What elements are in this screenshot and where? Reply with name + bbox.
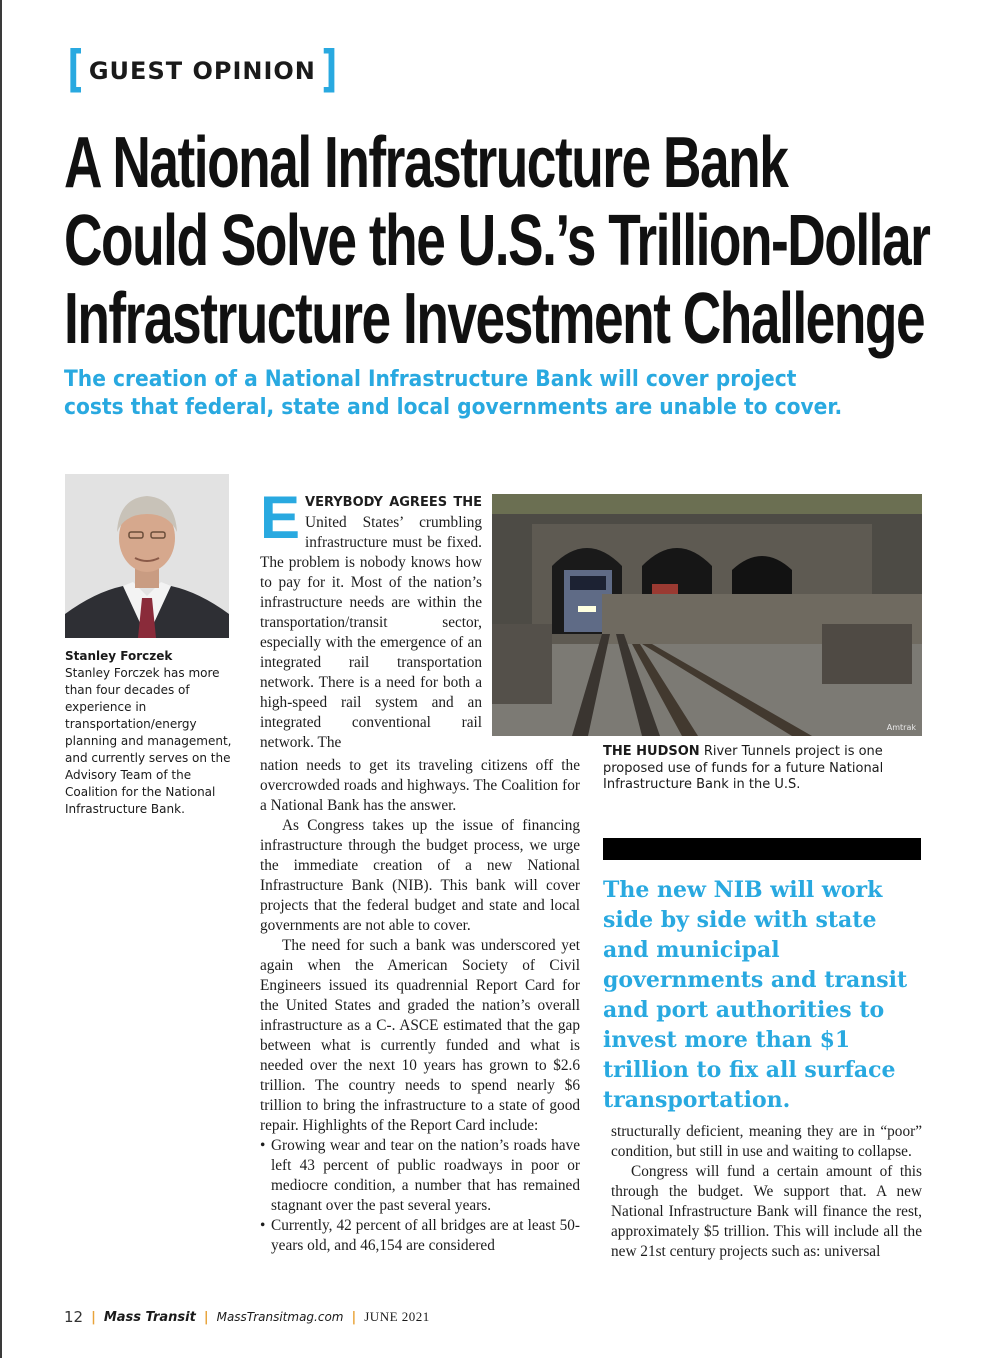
caption-lead: THE HUDSON (603, 744, 700, 759)
hudson-tunnel-photo (492, 494, 922, 736)
headline-line-2: Could Solve the U.S.’s Trillion-Dollar (64, 201, 930, 281)
intro-text-bottom: nation needs to get its traveling citizens off the overcrowded roads and highways. The Coalition for a National Bank has the answer. (260, 757, 580, 814)
deck-line-2: costs that federal, state and local governments are unable to cover. (64, 395, 843, 420)
page-footer (64, 1308, 430, 1326)
author-portrait-image (65, 474, 229, 638)
section-label-text: GUEST OPINION (88, 57, 316, 85)
train-tunnel-image (492, 494, 922, 736)
author-bio (65, 648, 240, 818)
footer-separator: | (351, 1309, 357, 1325)
highlight-item: • Growing wear and tear on the nation’s roads have left 43 percent of public roadways in poor or mediocre condition, a number that has remained stagnant over the past several years. (260, 1136, 580, 1216)
article-column-2 (611, 1122, 922, 1262)
article-intro-top (260, 484, 482, 753)
author-name: Stanley Forczek (65, 649, 173, 663)
caption-text: River Tunnels project is one proposed use of funds for a future National Infrastructure Bank in the U.S. (603, 744, 884, 792)
paragraph-3: The need for such a bank was underscored yet again when the American Society of Civil Engineers issued its quadrennial Report Card for the United States and graded the nation’s overall infrastructure as a C-. ASCE estimated that the gap between what is currently funded and what is needed over the next 10 years has grown to $2.6 trillion. The country needs to spend nearly $6 trillion to bring the infrastructure to a state of good repair. Highlights of the Report Card include: (260, 937, 580, 1134)
footer-separator: | (203, 1309, 209, 1325)
footer-separator: | (91, 1309, 96, 1325)
author-photo (65, 474, 229, 638)
report-card-highlights (260, 1136, 580, 1256)
photo-credit: Amtrak (886, 723, 916, 732)
column-2-paragraph-1: structurally deficient, meaning they are in “poor” condition, but still in use and waiting to collapse. (611, 1123, 922, 1160)
article-column-1 (260, 756, 580, 1256)
headline-line-1: A National Infrastructure Bank (64, 123, 788, 203)
photo-caption (603, 744, 923, 794)
deck-line-1: The creation of a National Infrastructure Bank will cover project (64, 367, 797, 392)
pull-quote-bar (603, 838, 921, 860)
paragraph-2: As Congress takes up the issue of financing infrastructure through the budget process, we urge the immediate creation of a new National Infrastructure Bank (NIB). This bank will cover projects that the federal budget and state and local governments are not able to cover. (260, 817, 580, 934)
section-label (64, 40, 341, 98)
pull-quote: The new NIB will work side by side with state and municipal governments and transit and port authorities to invest more than $1 trillion to fix all surface transportation. (603, 877, 908, 1113)
page-edge-line (0, 0, 2, 1358)
column-2-paragraph-2: Congress will fund a certain amount of this through the budget. We support that. A new National Infrastructure Bank will finance the rest, approximately $5 trillion. This will include all the new 21st century projects such as: universal (611, 1163, 922, 1260)
highlight-item: • Currently, 42 percent of all bridges are at least 50-years old, and 46,154 are considered (260, 1216, 580, 1256)
close-bracket-icon: ] (321, 40, 338, 98)
open-bracket-icon: [ (67, 40, 84, 98)
drop-cap: E (260, 484, 301, 551)
page-number: 12 (64, 1308, 84, 1326)
headline-line-3: Infrastructure Investment Challenge (64, 279, 925, 359)
website-link[interactable]: MassTransitmag.com (216, 1310, 344, 1324)
headline (64, 124, 964, 358)
author-bio-text: Stanley Forczek has more than four decades of experience in transportation/energy planning and management, and currently serves on the Advisory Team of the Coalition for the National Infrastructure Bank. (65, 666, 232, 816)
lead-in: VERYBODY AGREES THE (305, 495, 482, 510)
intro-text-top: United States’ crumbling infrastructure must be fixed. The problem is nobody knows how to pay for it. Most of the nation’s infrastructure needs are within the transportation/transit sector, especially with the emergence of an integrated rail transportation network. There is a need for both a high-speed rail system and an integrated conventional rail network. The (260, 514, 482, 751)
issue-date: JUNE 2021 (364, 1309, 430, 1324)
deck (64, 366, 944, 422)
publication-name: Mass Transit (103, 1309, 196, 1325)
